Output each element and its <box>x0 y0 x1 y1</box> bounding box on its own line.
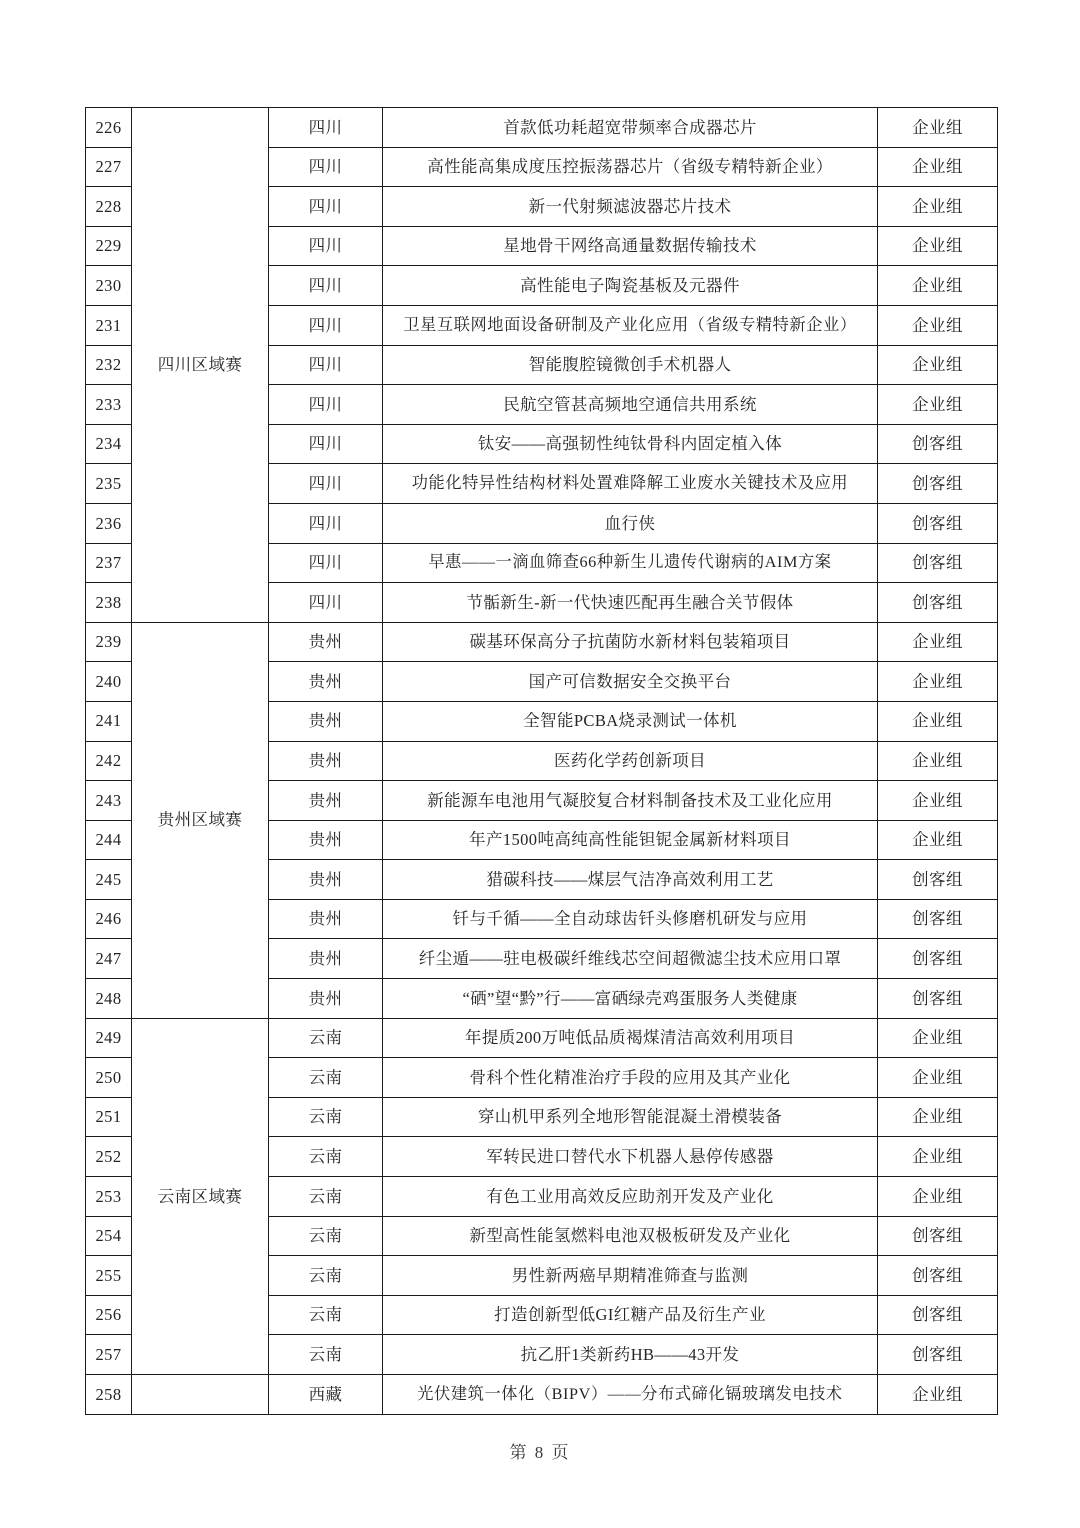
row-index-cell: 248 <box>86 979 132 1019</box>
group-cell: 企业组 <box>878 147 998 187</box>
project-name-cell: 新一代射频滤波器芯片技术 <box>383 187 878 227</box>
row-index-cell: 242 <box>86 741 132 781</box>
group-cell: 创客组 <box>878 1295 998 1335</box>
row-index-cell: 228 <box>86 187 132 227</box>
province-cell: 四川 <box>269 305 383 345</box>
row-index-cell: 236 <box>86 503 132 543</box>
project-listing-table-wrapper <box>85 107 997 1415</box>
province-cell: 云南 <box>269 1097 383 1137</box>
row-index-cell: 244 <box>86 820 132 860</box>
project-name-cell: 功能化特异性结构材料处置难降解工业废水关键技术及应用 <box>383 464 878 504</box>
project-name-cell: 打造创新型低GI红糖产品及衍生产业 <box>383 1295 878 1335</box>
group-cell: 创客组 <box>878 860 998 900</box>
group-cell: 企业组 <box>878 1097 998 1137</box>
row-index-cell: 234 <box>86 424 132 464</box>
project-name-cell: 钛安——高强韧性纯钛骨科内固定植入体 <box>383 424 878 464</box>
row-index-cell: 238 <box>86 583 132 623</box>
group-cell: 企业组 <box>878 662 998 702</box>
region-cell: 贵州区域赛 <box>132 622 269 1018</box>
row-index-cell: 226 <box>86 108 132 148</box>
table-row <box>86 1018 998 1058</box>
project-name-cell: 钎与千循——全自动球齿钎头修磨机研发与应用 <box>383 899 878 939</box>
project-name-cell: 节骺新生-新一代快速匹配再生融合关节假体 <box>383 583 878 623</box>
project-name-cell: 民航空管甚高频地空通信共用系统 <box>383 385 878 425</box>
project-name-cell: 纤尘遁——驻电极碳纤维线芯空间超微滤尘技术应用口罩 <box>383 939 878 979</box>
group-cell: 企业组 <box>878 1177 998 1217</box>
project-name-cell: 光伏建筑一体化（BIPV）——分布式碲化镉玻璃发电技术 <box>383 1375 878 1415</box>
row-index-cell: 251 <box>86 1097 132 1137</box>
project-listing-body <box>86 108 998 1415</box>
province-cell: 西藏 <box>269 1375 383 1415</box>
row-index-cell: 250 <box>86 1058 132 1098</box>
row-index-cell: 237 <box>86 543 132 583</box>
group-cell: 创客组 <box>878 939 998 979</box>
project-listing-table <box>85 107 998 1415</box>
row-index-cell: 258 <box>86 1375 132 1415</box>
row-index-cell: 235 <box>86 464 132 504</box>
province-cell: 云南 <box>269 1295 383 1335</box>
project-name-cell: 年产1500吨高纯高性能钽铌金属新材料项目 <box>383 820 878 860</box>
province-cell: 四川 <box>269 108 383 148</box>
province-cell: 四川 <box>269 226 383 266</box>
province-cell: 四川 <box>269 464 383 504</box>
province-cell: 四川 <box>269 266 383 306</box>
province-cell: 贵州 <box>269 860 383 900</box>
province-cell: 云南 <box>269 1137 383 1177</box>
group-cell: 创客组 <box>878 543 998 583</box>
province-cell: 贵州 <box>269 741 383 781</box>
row-index-cell: 245 <box>86 860 132 900</box>
row-index-cell: 255 <box>86 1256 132 1296</box>
group-cell: 企业组 <box>878 820 998 860</box>
province-cell: 四川 <box>269 385 383 425</box>
group-cell: 创客组 <box>878 583 998 623</box>
region-cell <box>132 1375 269 1415</box>
row-index-cell: 229 <box>86 226 132 266</box>
group-cell: 企业组 <box>878 108 998 148</box>
group-cell: 企业组 <box>878 1375 998 1415</box>
province-cell: 贵州 <box>269 820 383 860</box>
group-cell: 创客组 <box>878 1216 998 1256</box>
project-name-cell: 抗乙肝1类新药HB——43开发 <box>383 1335 878 1375</box>
project-name-cell: 首款低功耗超宽带频率合成器芯片 <box>383 108 878 148</box>
project-name-cell: 血行侠 <box>383 503 878 543</box>
province-cell: 四川 <box>269 147 383 187</box>
group-cell: 创客组 <box>878 1256 998 1296</box>
group-cell: 创客组 <box>878 899 998 939</box>
group-cell: 企业组 <box>878 701 998 741</box>
project-name-cell: 医药化学药创新项目 <box>383 741 878 781</box>
province-cell: 贵州 <box>269 662 383 702</box>
row-index-cell: 233 <box>86 385 132 425</box>
row-index-cell: 246 <box>86 899 132 939</box>
project-name-cell: 年提质200万吨低品质褐煤清洁高效利用项目 <box>383 1018 878 1058</box>
row-index-cell: 254 <box>86 1216 132 1256</box>
province-cell: 四川 <box>269 345 383 385</box>
group-cell: 创客组 <box>878 503 998 543</box>
group-cell: 创客组 <box>878 1335 998 1375</box>
project-name-cell: 国产可信数据安全交换平台 <box>383 662 878 702</box>
row-index-cell: 243 <box>86 781 132 821</box>
province-cell: 四川 <box>269 583 383 623</box>
row-index-cell: 232 <box>86 345 132 385</box>
project-name-cell: “硒”望“黔”行——富硒绿壳鸡蛋服务人类健康 <box>383 979 878 1019</box>
province-cell: 贵州 <box>269 899 383 939</box>
province-cell: 四川 <box>269 187 383 227</box>
project-name-cell: 穿山机甲系列全地形智能混凝土滑模装备 <box>383 1097 878 1137</box>
province-cell: 贵州 <box>269 701 383 741</box>
row-index-cell: 247 <box>86 939 132 979</box>
row-index-cell: 239 <box>86 622 132 662</box>
group-cell: 企业组 <box>878 345 998 385</box>
row-index-cell: 240 <box>86 662 132 702</box>
group-cell: 创客组 <box>878 979 998 1019</box>
group-cell: 企业组 <box>878 385 998 425</box>
province-cell: 贵州 <box>269 781 383 821</box>
project-name-cell: 高性能高集成度压控振荡器芯片（省级专精特新企业） <box>383 147 878 187</box>
province-cell: 云南 <box>269 1058 383 1098</box>
group-cell: 企业组 <box>878 226 998 266</box>
province-cell: 云南 <box>269 1256 383 1296</box>
project-name-cell: 男性新两癌早期精准筛查与监测 <box>383 1256 878 1296</box>
row-index-cell: 252 <box>86 1137 132 1177</box>
group-cell: 企业组 <box>878 1137 998 1177</box>
group-cell: 企业组 <box>878 781 998 821</box>
province-cell: 四川 <box>269 543 383 583</box>
province-cell: 云南 <box>269 1216 383 1256</box>
group-cell: 创客组 <box>878 424 998 464</box>
province-cell: 贵州 <box>269 979 383 1019</box>
row-index-cell: 231 <box>86 305 132 345</box>
project-name-cell: 骨科个性化精准治疗手段的应用及其产业化 <box>383 1058 878 1098</box>
row-index-cell: 230 <box>86 266 132 306</box>
project-name-cell: 新型高性能氢燃料电池双极板研发及产业化 <box>383 1216 878 1256</box>
table-row <box>86 108 998 148</box>
province-cell: 贵州 <box>269 622 383 662</box>
group-cell: 创客组 <box>878 464 998 504</box>
row-index-cell: 253 <box>86 1177 132 1217</box>
table-row <box>86 622 998 662</box>
row-index-cell: 241 <box>86 701 132 741</box>
province-cell: 四川 <box>269 503 383 543</box>
project-name-cell: 高性能电子陶瓷基板及元器件 <box>383 266 878 306</box>
group-cell: 企业组 <box>878 305 998 345</box>
province-cell: 云南 <box>269 1335 383 1375</box>
project-name-cell: 早惠——一滴血筛查66种新生儿遗传代谢病的AIM方案 <box>383 543 878 583</box>
project-name-cell: 卫星互联网地面设备研制及产业化应用（省级专精特新企业） <box>383 305 878 345</box>
region-cell: 四川区域赛 <box>132 108 269 623</box>
group-cell: 企业组 <box>878 1018 998 1058</box>
project-name-cell: 新能源车电池用气凝胶复合材料制备技术及工业化应用 <box>383 781 878 821</box>
group-cell: 企业组 <box>878 266 998 306</box>
province-cell: 云南 <box>269 1018 383 1058</box>
region-cell: 云南区域赛 <box>132 1018 269 1374</box>
row-index-cell: 227 <box>86 147 132 187</box>
table-row <box>86 1375 998 1415</box>
project-name-cell: 有色工业用高效反应助剂开发及产业化 <box>383 1177 878 1217</box>
province-cell: 云南 <box>269 1177 383 1217</box>
row-index-cell: 257 <box>86 1335 132 1375</box>
row-index-cell: 249 <box>86 1018 132 1058</box>
group-cell: 企业组 <box>878 1058 998 1098</box>
group-cell: 企业组 <box>878 622 998 662</box>
row-index-cell: 256 <box>86 1295 132 1335</box>
province-cell: 四川 <box>269 424 383 464</box>
province-cell: 贵州 <box>269 939 383 979</box>
group-cell: 企业组 <box>878 187 998 227</box>
project-name-cell: 猎碳科技——煤层气洁净高效利用工艺 <box>383 860 878 900</box>
project-name-cell: 智能腹腔镜微创手术机器人 <box>383 345 878 385</box>
group-cell: 企业组 <box>878 741 998 781</box>
project-name-cell: 全智能PCBA烧录测试一体机 <box>383 701 878 741</box>
project-name-cell: 星地骨干网络高通量数据传输技术 <box>383 226 878 266</box>
page-footer: 第 8 页 <box>509 1443 571 1462</box>
project-name-cell: 碳基环保高分子抗菌防水新材料包装箱项目 <box>383 622 878 662</box>
project-name-cell: 军转民进口替代水下机器人悬停传感器 <box>383 1137 878 1177</box>
